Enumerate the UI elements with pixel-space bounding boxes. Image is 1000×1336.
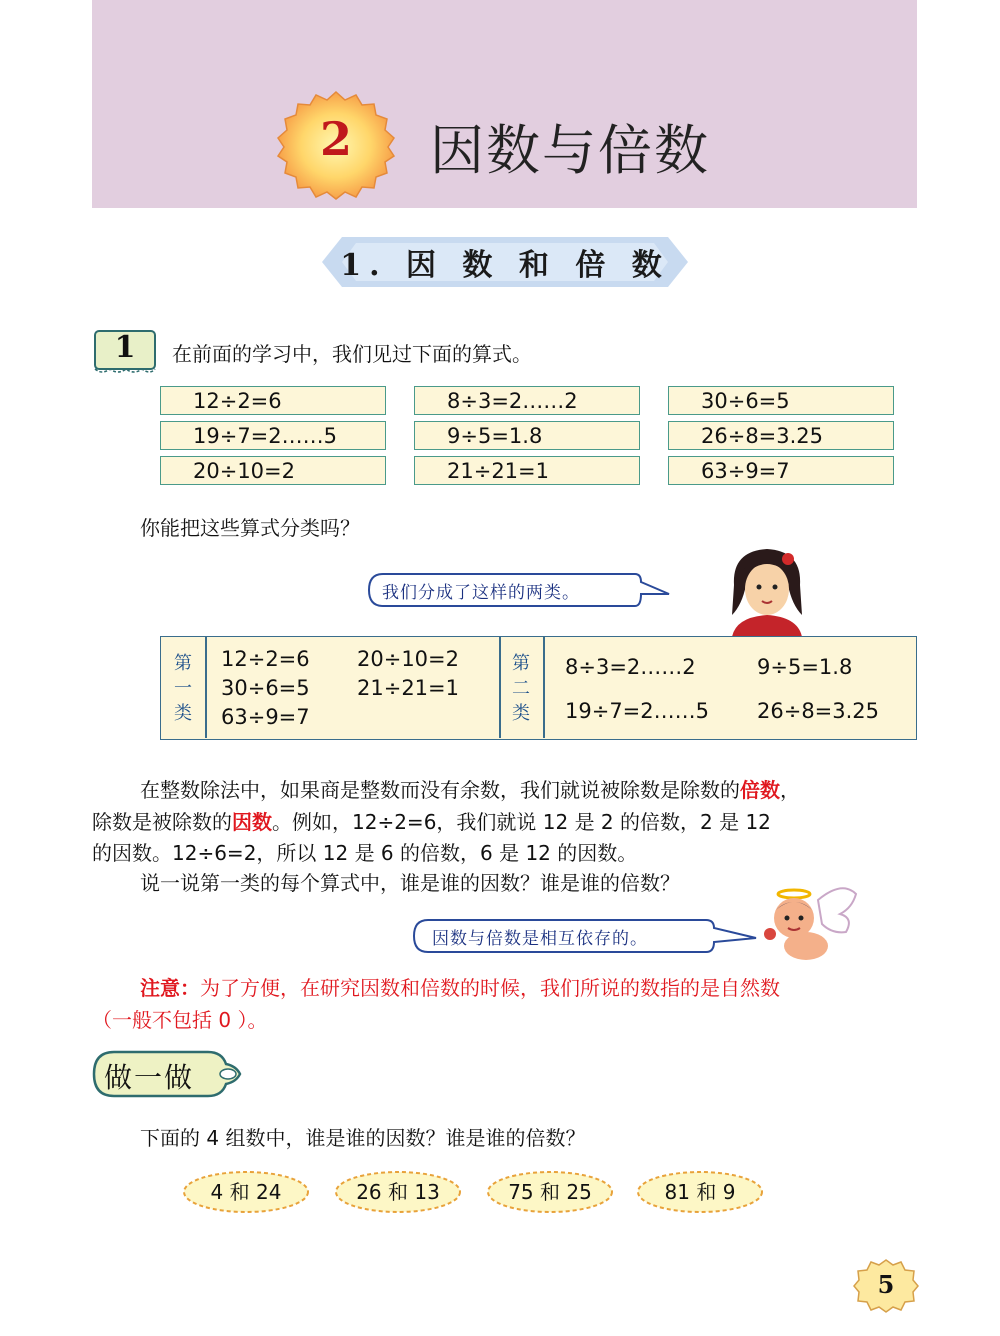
- text-run: 在整数除法中，如果商是整数而没有余数，我们就说被除数是除数的: [140, 778, 740, 802]
- class-two-equation: 26÷8=3.25: [757, 699, 880, 723]
- example-number: 1: [114, 330, 136, 365]
- practice-question: 下面的 4 组数中，谁是谁的因数？谁是谁的倍数？: [140, 1126, 586, 1150]
- equation-box: 21÷21=1: [414, 456, 640, 485]
- equation-box: 30÷6=5: [668, 386, 894, 415]
- class-one-label: [173, 651, 193, 726]
- note-line-1: [140, 972, 780, 1001]
- text-run: 除数是被除数的: [92, 810, 232, 834]
- girl-illustration-icon: [722, 545, 812, 637]
- pair-text: 26 和 13: [356, 1180, 440, 1204]
- practice-label: 做一做: [104, 1061, 195, 1094]
- class-two-equation: 19÷7=2……5: [565, 699, 709, 723]
- text-run: 为了方便，在研究因数和倍数的时候，我们所说的数指的是自然数: [200, 976, 780, 1000]
- label-char: 第: [174, 653, 192, 674]
- chapter-title: 因数与倍数: [430, 119, 710, 182]
- pair-text: 81 和 9: [664, 1180, 736, 1204]
- equation-box: 8÷3=2……2: [414, 386, 640, 415]
- text-run: ，: [780, 778, 800, 802]
- example-intro: 在前面的学习中，我们见过下面的算式。: [172, 342, 532, 366]
- column-divider: [543, 637, 545, 738]
- explanation-line-4: 说一说第一类的每个算式中，谁是谁的因数？谁是谁的倍数？: [140, 871, 680, 895]
- number-pair-pill: [486, 1170, 614, 1214]
- class-one-equation: 30÷6=5: [221, 676, 310, 700]
- angel-illustration-icon: [756, 880, 860, 964]
- classify-question: 你能把这些算式分类吗？: [140, 516, 360, 540]
- class-one-equation: 21÷21=1: [357, 676, 459, 700]
- label-char: 类: [174, 703, 192, 724]
- column-divider: [499, 637, 501, 738]
- chapter-number: 2: [319, 112, 352, 166]
- class-one-equation: 12÷2=6: [221, 647, 310, 671]
- section-title: 1. 因 数 和 倍 数: [340, 248, 670, 283]
- number-pair-pill: [636, 1170, 764, 1214]
- explanation-line-2: [92, 806, 771, 835]
- class-one-equation: 63÷9=7: [221, 705, 310, 729]
- class-one-equation: 20÷10=2: [357, 647, 459, 671]
- column-divider: [205, 637, 207, 738]
- pair-text: 4 和 24: [210, 1180, 282, 1204]
- number-pair-pill: [182, 1170, 310, 1214]
- equation-box: 20÷10=2: [160, 456, 386, 485]
- number-pair-pill: [334, 1170, 462, 1214]
- label-char: 类: [512, 703, 530, 724]
- keyword-factor: 因数: [232, 810, 272, 834]
- equation-box: 63÷9=7: [668, 456, 894, 485]
- class-two-equation: 9÷5=1.8: [757, 655, 853, 679]
- label-char: 一: [174, 678, 192, 699]
- classification-table: [160, 636, 917, 740]
- explanation-line-3: 的因数。12÷6=2，所以 12 是 6 的倍数，6 是 12 的因数。: [92, 841, 638, 865]
- note-line-2: （一般不包括 0 ）。: [92, 1008, 268, 1032]
- label-char: 二: [512, 678, 530, 699]
- page-number: 5: [877, 1270, 895, 1299]
- pair-text: 75 和 25: [508, 1180, 592, 1204]
- explanation-line-1: [140, 774, 800, 803]
- text-run: 。例如，12÷2=6，我们就说 12 是 2 的倍数，2 是 12: [272, 810, 771, 834]
- class-two-equation: 8÷3=2……2: [565, 655, 696, 679]
- equation-box: 19÷7=2……5: [160, 421, 386, 450]
- equation-box: 26÷8=3.25: [668, 421, 894, 450]
- equation-box: 12÷2=6: [160, 386, 386, 415]
- keyword-multiple: 倍数: [740, 778, 780, 802]
- note-label: 注意：: [140, 976, 200, 1000]
- class-two-label: [511, 651, 531, 726]
- equation-box: 9÷5=1.8: [414, 421, 640, 450]
- label-char: 第: [512, 653, 530, 674]
- angel-bubble-text: 因数与倍数是相互依存的。: [432, 929, 648, 949]
- girl-bubble-text: 我们分成了这样的两类。: [382, 583, 580, 603]
